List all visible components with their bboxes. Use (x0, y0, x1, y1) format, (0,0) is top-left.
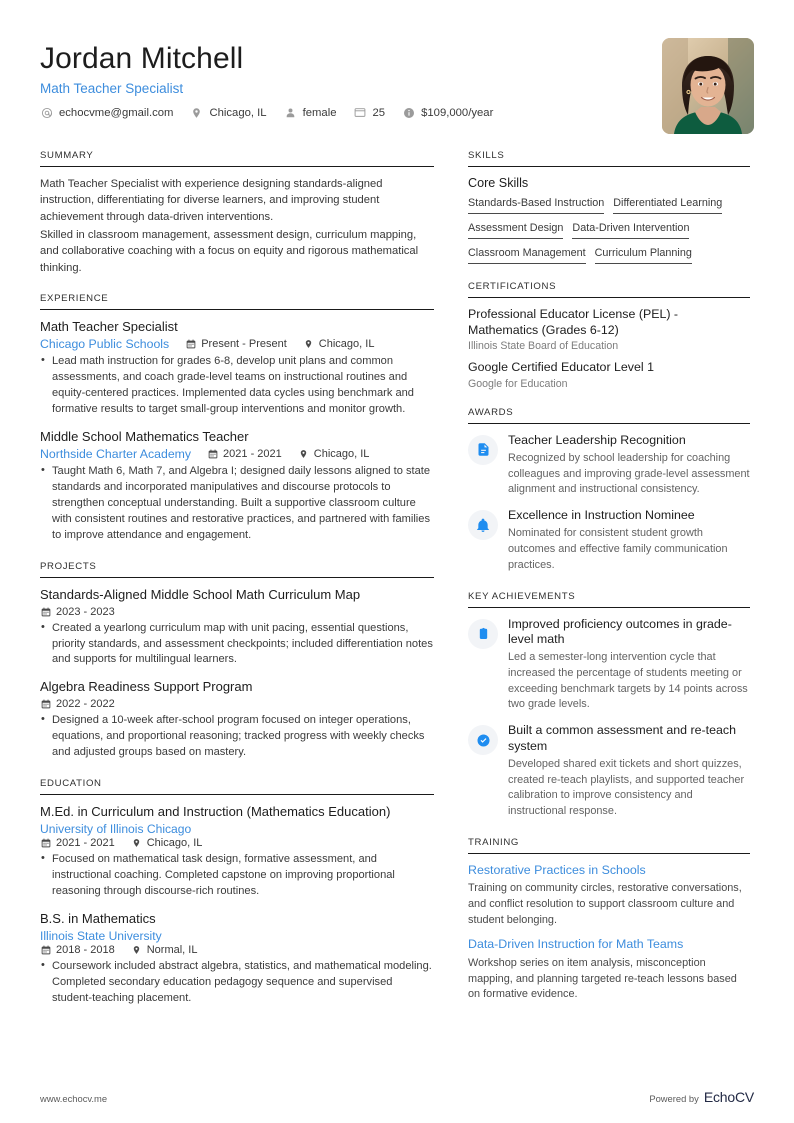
skill-tag: Standards-Based Instruction (468, 196, 604, 214)
section-awards (468, 407, 750, 574)
experience-role: Middle School Mathematics Teacher (40, 429, 249, 445)
bullet-item: • Created a yearlong curriculum map with unit pacing, essential questions, priority standards, and assessment checkpoints; included differentiation notes and supports for multilingual learners. (40, 621, 434, 669)
education-bullets (40, 852, 434, 900)
contact-gender-value: female (302, 106, 337, 119)
section-key-achievements (468, 591, 750, 820)
education-degree: M.Ed. in Curriculum and Instruction (Mathematics Education) (40, 803, 391, 819)
calendar-icon (40, 945, 51, 956)
skill-tag: Classroom Management (468, 246, 586, 264)
contact-age (354, 106, 386, 119)
education-dates (40, 837, 115, 849)
project-dates-value: 2023 - 2023 (56, 605, 115, 618)
contact-email-value: echocvme@gmail.com (59, 106, 174, 119)
training-description: Workshop series on item analysis, misconception mapping, and planning targeted re-teach lessons based on formative evidence. (468, 956, 737, 1001)
location-pin-icon (298, 449, 309, 460)
contact-row (40, 106, 510, 119)
section-training (468, 837, 750, 1003)
header-text-block (40, 38, 510, 119)
experience-dates-value: 2021 - 2021 (223, 448, 282, 461)
location-pin-icon (303, 339, 314, 350)
bullet-item: • Designed a 10-week after-school program focused on integer operations, equations, and proportional reasoning; tracked progress with weekly checks and adjusted groups based on mastery. (40, 713, 434, 761)
location-pin-icon (131, 945, 142, 956)
achievement-body (508, 723, 750, 820)
contact-salary (402, 106, 493, 119)
experience-location-value: Chicago, IL (318, 338, 375, 351)
right-column (468, 150, 750, 1020)
training-item (468, 863, 750, 929)
experience-bullets (40, 464, 434, 544)
education-location-value: Chicago, IL (146, 836, 203, 849)
certification-name: Professional Educator License (PEL) - Mathematics (Grades 6-12) (468, 307, 679, 337)
experience-organization[interactable]: Chicago Public Schools (40, 337, 170, 352)
project-meta (40, 698, 434, 710)
skill-tag: Differentiated Learning (613, 196, 722, 214)
left-column (40, 150, 434, 1024)
calendar-icon (40, 837, 51, 848)
experience-dates (185, 338, 287, 350)
avatar (662, 38, 754, 134)
education-location (131, 837, 203, 849)
contact-location-value: Chicago, IL (209, 106, 267, 119)
award-description: Recognized by school leadership for coaching colleagues and improving grade-level assessment alignment and instructional consistency. (508, 451, 750, 496)
bullet-item: • Taught Math 6, Math 7, and Algebra I; designed daily lessons aligned to state standards and incorporated manipulatives and discourse protocols to strengthen conceptual understanding. Built a supportive classroom culture with consistent routines and restorative practices, and partnered with families to improve attendance and engagement. (40, 464, 434, 544)
footer-brand-name: EchoCV (703, 1089, 754, 1105)
award-description: Nominated for consistent student growth outcomes and effective family communication practices. (508, 527, 728, 571)
education-school[interactable]: University of Illinois Chicago (40, 821, 192, 836)
experience-location (298, 448, 370, 460)
document-icon (468, 435, 498, 465)
page-title: Jordan Mitchell (40, 42, 244, 75)
section-title-education: EDUCATION (40, 778, 434, 795)
achievement-name: Improved proficiency outcomes in grade-level math (508, 616, 732, 646)
project-dates (40, 606, 115, 618)
certification-issuer: Illinois State Board of Education (468, 340, 619, 353)
education-location (131, 944, 198, 956)
bullet-item: • Coursework included abstract algebra, statistics, and mathematical modeling. Completed secondary education pedagogy sequence and supervised student-teaching placement. (40, 959, 434, 1007)
project-bullets (40, 621, 434, 669)
clipboard-icon (468, 619, 498, 649)
section-certifications (468, 281, 750, 390)
person-icon (284, 106, 297, 119)
contact-location (190, 106, 266, 119)
experience-dates-value: Present - Present (201, 338, 287, 351)
section-skills (468, 150, 750, 264)
award-name: Excellence in Instruction Nominee (508, 508, 695, 523)
training-item (468, 937, 750, 1003)
experience-location (303, 338, 375, 350)
summary-paragraph: Skilled in classroom management, assessment design, curriculum mapping, and collaborative coaching with a focus on equity and rigorous mathematical thinking. (40, 229, 419, 274)
project-name: Algebra Readiness Support Program (40, 679, 253, 695)
page-footer (40, 1089, 754, 1105)
skills-group-title: Core Skills (468, 176, 529, 190)
project-meta (40, 606, 434, 618)
education-dates-value: 2018 - 2018 (56, 944, 115, 956)
certification-item (468, 307, 750, 352)
project-name: Standards-Aligned Middle School Math Curriculum Map (40, 587, 361, 603)
email-icon (40, 106, 53, 119)
contact-age-value: 25 (372, 106, 386, 119)
achievement-description: Developed shared exit tickets and short quizzes, created re-teach playlists, and supported teacher calibration to improve consistency and instructional response. (508, 757, 745, 817)
certification-name: Google Certified Educator Level 1 (468, 360, 654, 375)
calendar-icon (40, 606, 51, 617)
project-dates (40, 698, 115, 710)
location-pin-icon (131, 837, 142, 848)
training-name[interactable]: Data-Driven Instruction for Math Teams (468, 937, 684, 952)
achievement-item (468, 617, 750, 714)
section-title-training: TRAINING (468, 837, 750, 854)
training-name[interactable]: Restorative Practices in Schools (468, 862, 646, 877)
section-title-summary: SUMMARY (40, 150, 434, 167)
check-circle-icon (468, 725, 498, 755)
skill-tag: Assessment Design (468, 221, 563, 239)
section-title-key-achievements: KEY ACHIEVEMENTS (468, 591, 750, 608)
project-dates-value: 2022 - 2022 (56, 697, 115, 710)
contact-gender (284, 106, 337, 119)
location-pin-icon (190, 106, 203, 119)
bullet-item: • Lead math instruction for grades 6-8, develop unit plans and common assessments, and coach grade-level teams on instructional routines and equity-centered practices. Implemented data cycles using benchmark and formative results to target small-group interventions and monitor growth. (40, 354, 434, 418)
bullet-item: • Focused on mathematical task design, formative assessment, and instructional coaching. Completed capstone on improving proportional reasoning through discourse-rich routines. (40, 852, 434, 900)
education-entry (40, 911, 434, 1007)
experience-role: Math Teacher Specialist (40, 319, 178, 335)
experience-dates (207, 448, 282, 460)
skill-tag-list (468, 196, 750, 264)
contact-salary-value: $109,000/year (421, 106, 494, 119)
project-bullets (40, 713, 434, 761)
contact-email (40, 106, 173, 119)
section-title-awards: AWARDS (468, 407, 750, 424)
education-meta (40, 837, 434, 849)
section-title-skills: SKILLS (468, 150, 750, 167)
education-school[interactable]: Illinois State University (40, 929, 162, 943)
education-location-value: Normal, IL (146, 944, 198, 956)
education-degree: B.S. in Mathematics (40, 910, 156, 926)
education-dates (40, 944, 115, 956)
experience-entry (40, 319, 434, 418)
education-dates-value: 2021 - 2021 (56, 836, 115, 849)
job-title: Math Teacher Specialist (40, 81, 184, 96)
info-circle-icon (402, 106, 415, 119)
education-entry (40, 804, 434, 900)
footer-branding (649, 1089, 754, 1105)
section-summary (40, 150, 434, 276)
achievement-description: Led a semester-long intervention cycle that increased the percentage of students meeting or exceeding benchmark targets by 14 points across two grade levels. (508, 651, 748, 711)
section-experience (40, 293, 434, 544)
bell-icon (468, 510, 498, 540)
achievement-name: Built a common assessment and re-teach system (508, 723, 736, 753)
award-item (468, 508, 750, 573)
section-title-projects: PROJECTS (40, 561, 434, 578)
resume-columns (40, 150, 754, 1024)
calendar-icon (185, 339, 196, 350)
project-entry (40, 587, 434, 668)
calendar-icon (40, 698, 51, 709)
experience-bullets (40, 354, 434, 418)
footer-powered-label: Powered by (649, 1093, 699, 1104)
summary-paragraph: Math Teacher Specialist with experience designing standards-aligned instruction, differentiating for diverse learners, and improving student achievement through data-driven interventions. (40, 178, 383, 223)
education-meta (40, 944, 434, 956)
certification-issuer: Google for Education (468, 377, 568, 390)
certification-item (468, 360, 750, 390)
experience-meta (40, 447, 434, 461)
achievement-body (508, 617, 750, 714)
award-item (468, 433, 750, 498)
skill-tag: Data-Driven Intervention (572, 221, 689, 239)
section-projects (40, 561, 434, 760)
experience-meta (40, 337, 434, 351)
calendar-icon (207, 449, 218, 460)
section-title-certifications: CERTIFICATIONS (468, 281, 750, 298)
experience-entry (40, 429, 434, 544)
education-bullets (40, 959, 434, 1007)
experience-location-value: Chicago, IL (313, 448, 370, 461)
award-body (508, 433, 750, 498)
profile-photo-illustration (662, 38, 754, 134)
achievement-item (468, 723, 750, 820)
award-name: Teacher Leadership Recognition (508, 432, 686, 447)
project-entry (40, 679, 434, 760)
section-education (40, 778, 434, 1007)
award-body (508, 508, 750, 573)
skill-tag: Curriculum Planning (595, 246, 692, 264)
footer-website-url[interactable]: www.echocv.me (40, 1093, 108, 1104)
card-icon (354, 106, 367, 119)
experience-organization[interactable]: Northside Charter Academy (40, 447, 192, 462)
section-title-experience: EXPERIENCE (40, 293, 434, 310)
training-description: Training on community circles, restorative conversations, and conflict resolution to support classroom culture and student belonging. (468, 882, 742, 926)
resume-header (40, 38, 754, 134)
